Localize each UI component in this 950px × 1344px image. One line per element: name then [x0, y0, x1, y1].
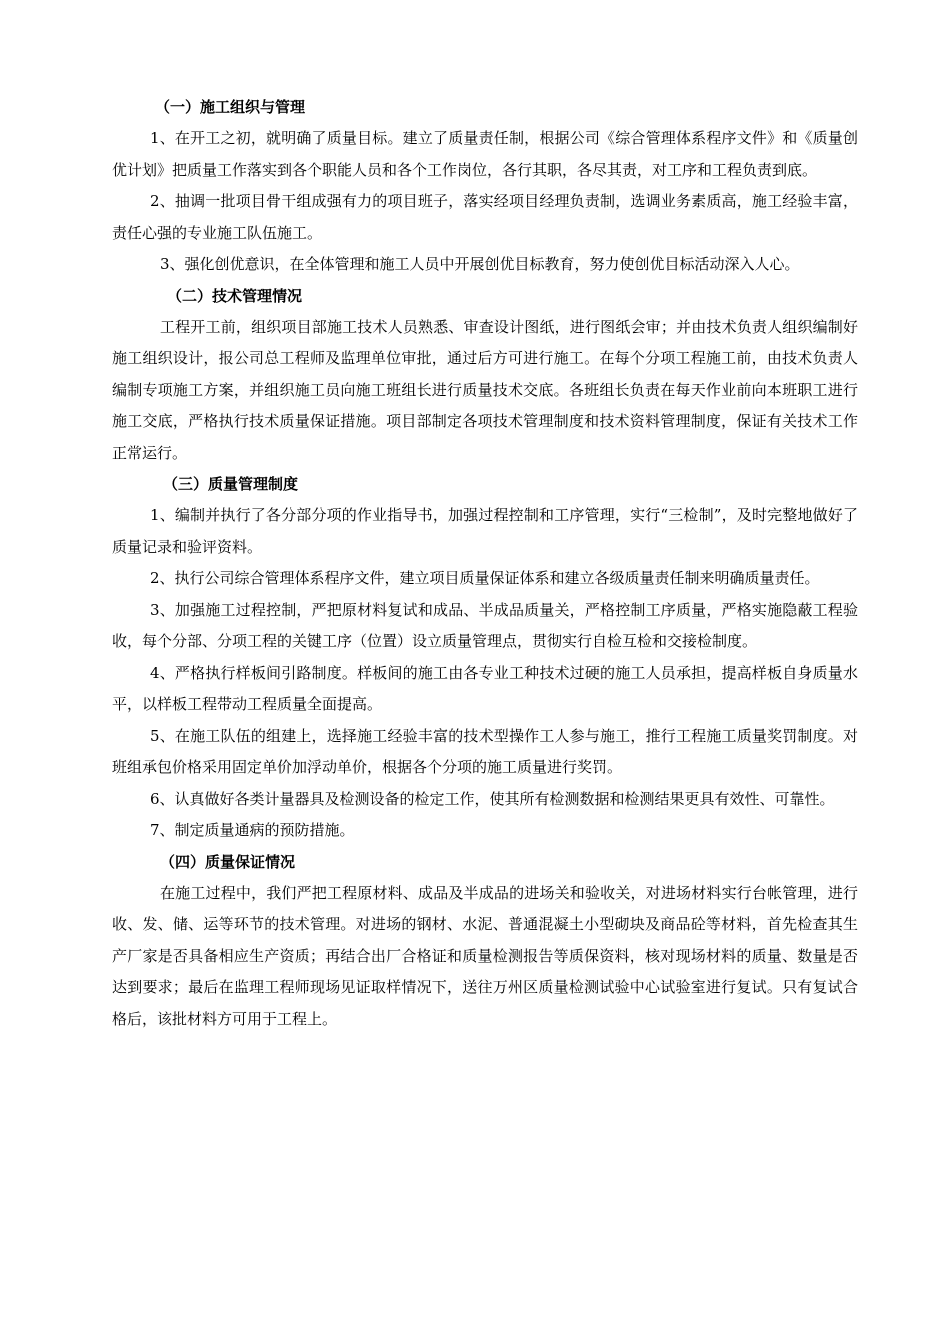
section-heading-3: （三）质量管理制度: [163, 475, 299, 493]
paragraph: 2、执行公司综合管理体系程序文件，建立项目质量保证体系和建立各级质量责任制来明确质量责任。: [150, 569, 820, 587]
paragraph: 6、认真做好各类计量器具及检测设备的检定工作，使其所有检测数据和检测结果更具有效性、可靠性。: [150, 789, 835, 808]
paragraph: 1、编制并执行了各分部分项的作业指导书，加强过程控制和工序管理，实行“三检制”，及时完整地做好了质量记录和验评资料。: [112, 506, 858, 556]
paragraph: 3、强化创优意识，在全体管理和施工人员中开展创优目标教育，努力使创优目标活动深入人心。: [160, 255, 800, 273]
document-page: [112, 92, 858, 1035]
paragraph: 2、抽调一批项目骨干组成强有力的项目班子，落实经项目经理负责制，选调业务素质高，施工经验丰富，责任心强的专业施工队伍施工。: [112, 192, 858, 242]
paragraph: 4、严格执行样板间引路制度。样板间的施工由各专业工种技术过硬的施工人员承担，提高样板自身质量水平，以样板工程带动工程质量全面提高。: [112, 663, 858, 713]
section-heading-2: （二）技术管理情况: [167, 286, 303, 305]
paragraph: 在施工过程中，我们严把工程原材料、成品及半成品的进场关和验收关，对进场材料实行台帐管理，进行收、发、储、运等环节的技术管理。对进场的钢材、水泥、普通混凝土小型砌块及商品砼等材料，首先检查其生产厂家是否具备相应生产资质；再结合出厂合格证和质量检测报告等质保资料，核对现场材料的质量、数量是否达到要求；最后在监理工程师现场见证取样情况下，送往万州区质量检测试验中心试验室进行复试。只有复试合格后，该批材料方可用于工程上。: [112, 883, 858, 1028]
paragraph: 3、加强施工过程控制，严把原材料复试和成品、半成品质量关，严格控制工序质量，严格实施隐蔽工程验收，每个分部、分项工程的关键工序（位置）设立质量管理点，贯彻实行自检互检和交接检制度。: [112, 600, 858, 650]
paragraph: 7、制定质量通病的预防措施。: [150, 821, 355, 839]
paragraph: 工程开工前，组织项目部施工技术人员熟悉、审查设计图纸，进行图纸会审；并由技术负责人组织编制好施工组织设计，报公司总工程师及监理单位审批，通过后方可进行施工。在每个分项工程施工前，由技术负责人编制专项施工方案，并组织施工员向施工班组长进行质量技术交底。各班组长负责在每天作业前向本班职工进行施工交底，严格执行技术质量保证措施。项目部制定各项技术管理制度和技术资料管理制度，保证有关技术工作正常运行。: [112, 317, 858, 462]
paragraph: 1、在开工之初，就明确了质量目标。建立了质量责任制，根据公司《综合管理体系程序文件》和《质量创优计划》把质量工作落实到各个职能人员和各个工作岗位，各行其职，各尽其责，对工序和工程负责到底。: [112, 129, 858, 179]
section-heading-1: （一）施工组织与管理: [155, 98, 306, 116]
paragraph: 5、在施工队伍的组建上，选择施工经验丰富的技术型操作工人参与施工，推行工程施工质量奖罚制度。对班组承包价格采用固定单价加浮动单价，根据各个分项的施工质量进行奖罚。: [112, 726, 858, 776]
section-heading-4: （四）质量保证情况: [160, 852, 296, 871]
